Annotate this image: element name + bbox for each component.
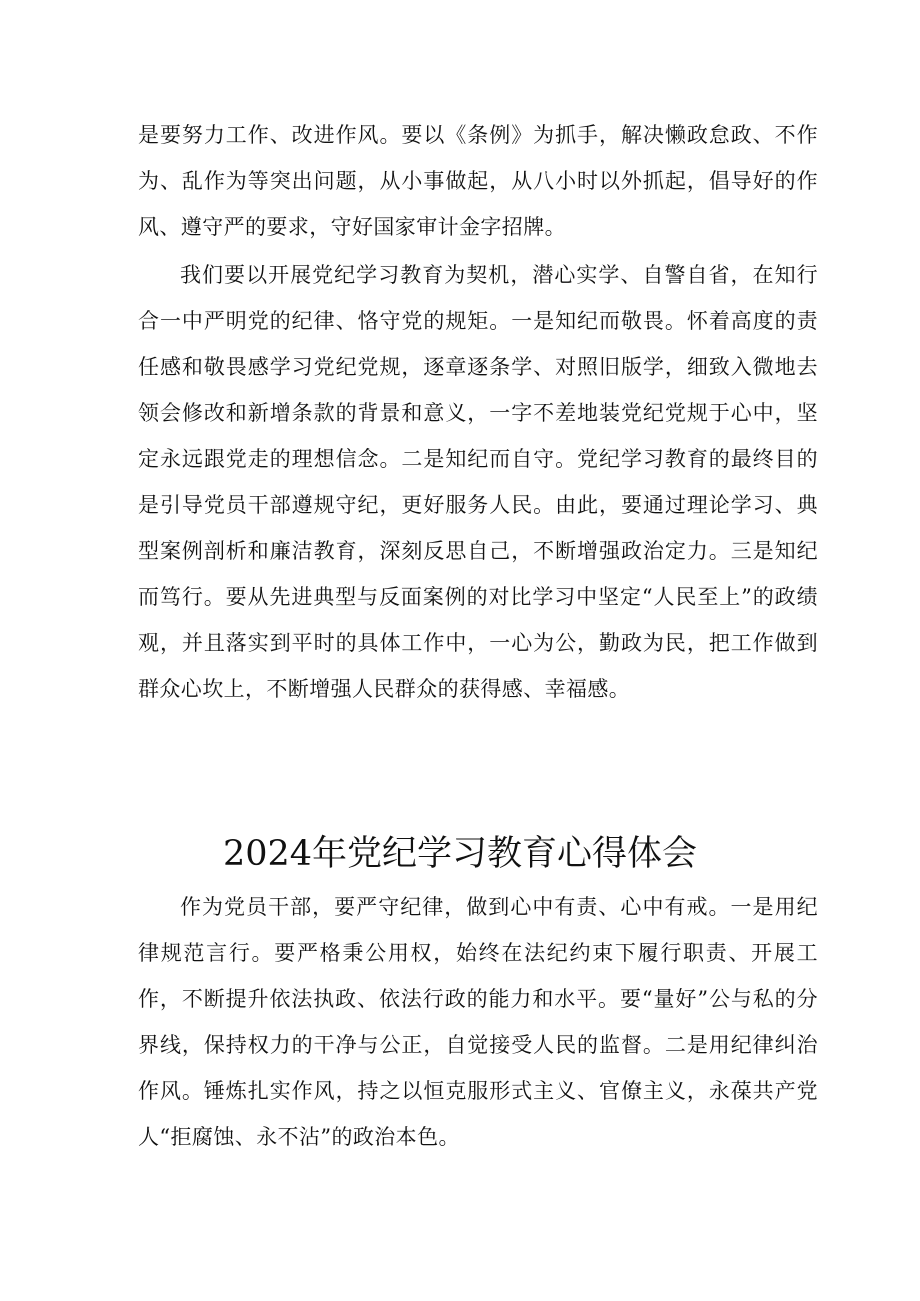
paragraph: 我们要以开展党纪学习教育为契机，潜心实学、自警自省，在知行合一中严明党的纪律、恪守党的规矩。一是知纪而敬畏。怀着高度的责任感和敬畏感学习党纪党规，逐章逐条学、对照旧版学，细致入微地去领会修改和新增条款的背景和意义，一字不差地装党纪党规于心中，坚定永远跟党走的理想信念。二是知纪而自守。党纪学习教育的最终目的是引导党员干部遵规守纪，更好服务人民。由此，要通过理论学习、典型案例剖析和廉洁教育，深刻反思自己，不断增强政治定力。三是知纪而笃行。要从先进典型与反面案例的对比学习中坚定“人民至上”的政绩观，并且落实到平时的具体工作中，一心为公，勤政为民，把工作做到群众心坎上，不断增强人民群众的获得感、幸福感。 [138, 263, 818, 701]
section-title: 2024年党纪学习教育心得体会 [222, 834, 698, 874]
paragraph: 是要努力工作、改进作风。要以《条例》为抓手，解决懒政怠政、不作为、乱作为等突出问题，从小事做起，从八小时以外抓起，倡导好的作风、遵守严的要求，守好国家审计金字招牌。 [138, 123, 818, 239]
paragraph-continuation [138, 112, 818, 250]
paragraph-block [138, 884, 818, 1160]
paragraph-block [138, 252, 818, 712]
paragraph: 作为党员干部，要严守纪律，做到心中有责、心中有戒。一是用纪律规范言行。要严格秉公用权，始终在法纪约束下履行职责、开展工作，不断提升依法执政、依法行政的能力和水平。要“量好”公与私的分界线，保持权力的干净与公正，自觉接受人民的监督。二是用纪律纠治作风。锤炼扎实作风，持之以恒克服形式主义、官僚主义，永葆共产党人“拒腐蚀、永不沾”的政治本色。 [138, 895, 818, 1149]
